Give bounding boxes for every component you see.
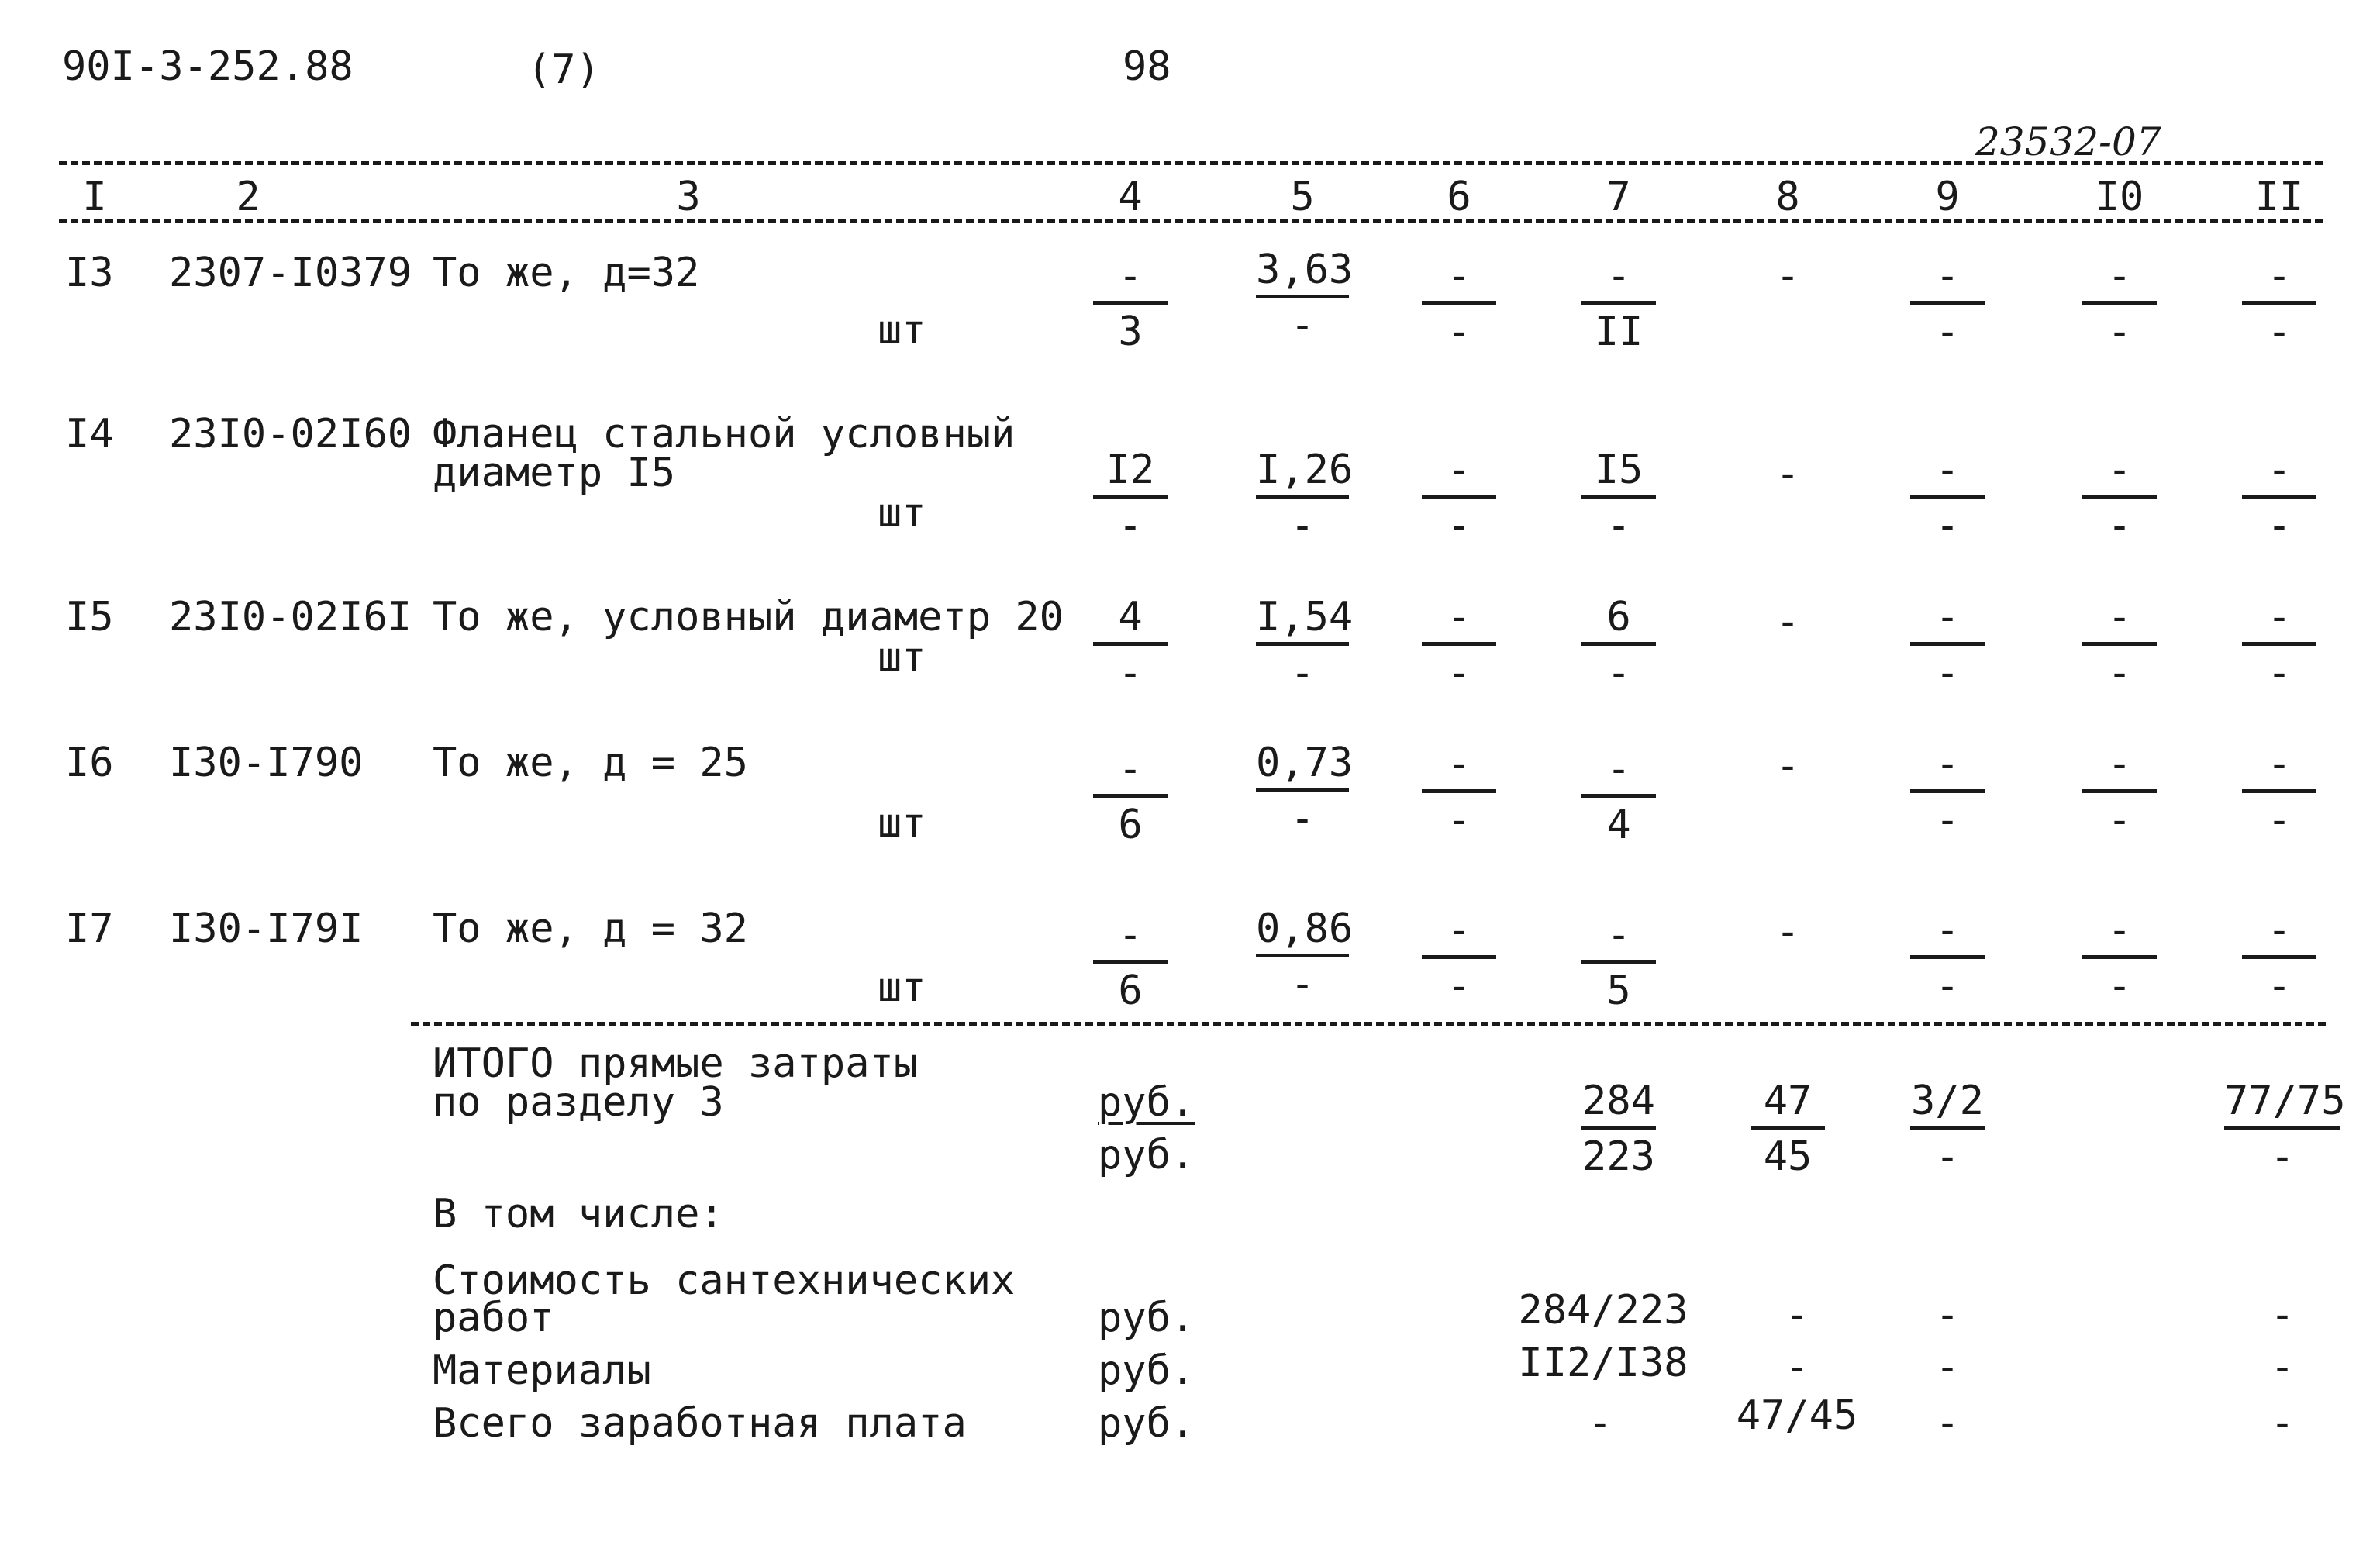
cell-col10: - -: [2082, 450, 2157, 550]
totals-rule: [411, 1022, 2326, 1026]
cell-col9: - -: [1910, 597, 1985, 698]
header-top-rule: [59, 161, 2323, 165]
cell-col9: - -: [1910, 910, 1985, 1011]
cell-col5: I,54 -: [1256, 594, 1354, 696]
breakdown-label: Материалы: [433, 1347, 651, 1394]
cell-col5: 0,73 -: [1256, 740, 1354, 842]
column-number: 4: [1118, 174, 1143, 220]
cell-col8: -: [1775, 909, 1800, 955]
cell-col9: - -: [1910, 744, 1985, 845]
breakdown-col7: 284/223: [1518, 1287, 1688, 1333]
row-number: I4: [65, 411, 114, 457]
cell-col4: 4 -: [1093, 597, 1168, 698]
breakdown-col8: 47/45: [1736, 1392, 1858, 1439]
totals-col8: 47 45: [1751, 1081, 1825, 1182]
cell-col11: - -: [2242, 597, 2316, 698]
header-bottom-rule: [59, 219, 2323, 223]
row-description: То же, условный диаметр 20: [433, 594, 1064, 640]
breakdown-col9: -: [1935, 1400, 1960, 1447]
row-unit: шт: [878, 800, 926, 847]
column-number: I0: [2095, 174, 2144, 220]
cell-col4: I2 -: [1093, 450, 1168, 550]
row-description: То же, д = 25: [433, 740, 748, 786]
breakdown-col9: -: [1935, 1292, 1960, 1338]
breakdown-col7: II2/I38: [1518, 1340, 1688, 1386]
cell-col8: -: [1775, 743, 1800, 789]
cell-col5: I,26 -: [1256, 447, 1354, 549]
row-description: То же, д = 32: [433, 906, 748, 952]
row-number: I7: [65, 906, 114, 952]
row-description: диаметр I5: [433, 450, 676, 496]
row-number: I3: [65, 250, 114, 296]
column-number: 9: [1935, 174, 1960, 220]
cell-col9: - -: [1910, 256, 1985, 357]
cell-col11: - -: [2242, 744, 2316, 845]
cell-col5: 3,63 -: [1256, 247, 1354, 349]
column-number: 2: [236, 174, 260, 220]
handwritten-number: 23532-07: [1975, 119, 2161, 164]
cell-col7: - II: [1581, 256, 1656, 357]
breakdown-unit: руб.: [1098, 1295, 1195, 1341]
cell-col4: - 3: [1093, 256, 1168, 357]
cell-col10: - -: [2082, 597, 2157, 698]
cell-col6: - -: [1422, 910, 1496, 1011]
column-number: I: [82, 174, 107, 220]
breakdown-col8: -: [1785, 1292, 1809, 1338]
breakdown-label: Стоимость сантехнических: [433, 1258, 1016, 1304]
cell-col7: - 4: [1581, 749, 1656, 850]
document-code: 90I-3-252.88: [62, 43, 354, 90]
cell-col10: - -: [2082, 910, 2157, 1011]
cell-col11: - -: [2242, 256, 2316, 357]
cell-col6: - -: [1422, 597, 1496, 698]
column-number: II: [2254, 174, 2304, 220]
cell-col7: 6 -: [1581, 597, 1656, 698]
breakdown-col11: -: [2270, 1292, 2295, 1338]
breakdown-col8: -: [1785, 1344, 1809, 1391]
cell-col11: - -: [2242, 450, 2316, 550]
cell-col8: -: [1775, 253, 1800, 299]
totals-label: по разделу 3: [433, 1079, 724, 1126]
row-code: I30-I79I: [169, 906, 364, 952]
cell-col10: - -: [2082, 744, 2157, 845]
column-number: 3: [676, 174, 701, 220]
row-code: I30-I790: [169, 740, 364, 786]
cell-col8: -: [1775, 599, 1800, 645]
breakdown-label: Всего заработная плата: [433, 1400, 967, 1447]
cell-col7: I5 -: [1581, 450, 1656, 550]
totals-col11: 77/75 -: [2224, 1078, 2346, 1180]
column-number: 6: [1447, 174, 1471, 220]
row-unit: шт: [878, 964, 926, 1011]
page-number: 98: [1123, 43, 1171, 90]
sheet-reference: (7): [527, 47, 600, 93]
row-unit: шт: [878, 634, 926, 681]
cell-col8: -: [1775, 451, 1800, 498]
cell-col7: - 5: [1581, 915, 1656, 1016]
breakdown-unit: руб.: [1098, 1400, 1195, 1447]
row-number: I6: [65, 740, 114, 786]
cell-col5: 0,86 -: [1256, 906, 1354, 1008]
column-number: 8: [1775, 174, 1800, 220]
breakdown-col7: -: [1588, 1400, 1613, 1447]
cell-col6: - -: [1422, 450, 1496, 550]
column-number: 5: [1290, 174, 1315, 220]
row-number: I5: [65, 594, 114, 640]
cell-col10: - -: [2082, 256, 2157, 357]
row-unit: шт: [878, 490, 926, 536]
row-description: То же, д=32: [433, 250, 700, 296]
totals-unit: руб.: [1098, 1079, 1195, 1126]
breakdown-label: работ: [433, 1295, 554, 1341]
cell-col4: - 6: [1093, 915, 1168, 1016]
breakdown-col9: -: [1935, 1344, 1960, 1391]
cell-col4: - 6: [1093, 749, 1168, 850]
row-unit: шт: [878, 307, 926, 354]
cell-col6: - -: [1422, 256, 1496, 357]
breakdown-col11: -: [2270, 1344, 2295, 1391]
cell-col9: - -: [1910, 450, 1985, 550]
breakdown-col11: -: [2270, 1400, 2295, 1447]
breakdown-unit: руб.: [1098, 1347, 1195, 1394]
cell-col11: - -: [2242, 910, 2316, 1011]
including-label: В том числе:: [433, 1191, 724, 1237]
column-number: 7: [1606, 174, 1631, 220]
row-description: Фланец стальной условный: [433, 411, 1016, 457]
row-code: 23I0-02I6I: [169, 594, 412, 640]
totals-col9: 3/2 -: [1911, 1078, 1984, 1180]
row-code: 2307-I0379: [169, 250, 412, 296]
totals-unit: руб.: [1098, 1132, 1195, 1178]
totals-label: ИТОГО прямые затраты: [433, 1040, 919, 1087]
row-code: 23I0-02I60: [169, 411, 412, 457]
totals-col7: 284 223: [1582, 1078, 1655, 1180]
cell-col6: - -: [1422, 744, 1496, 845]
